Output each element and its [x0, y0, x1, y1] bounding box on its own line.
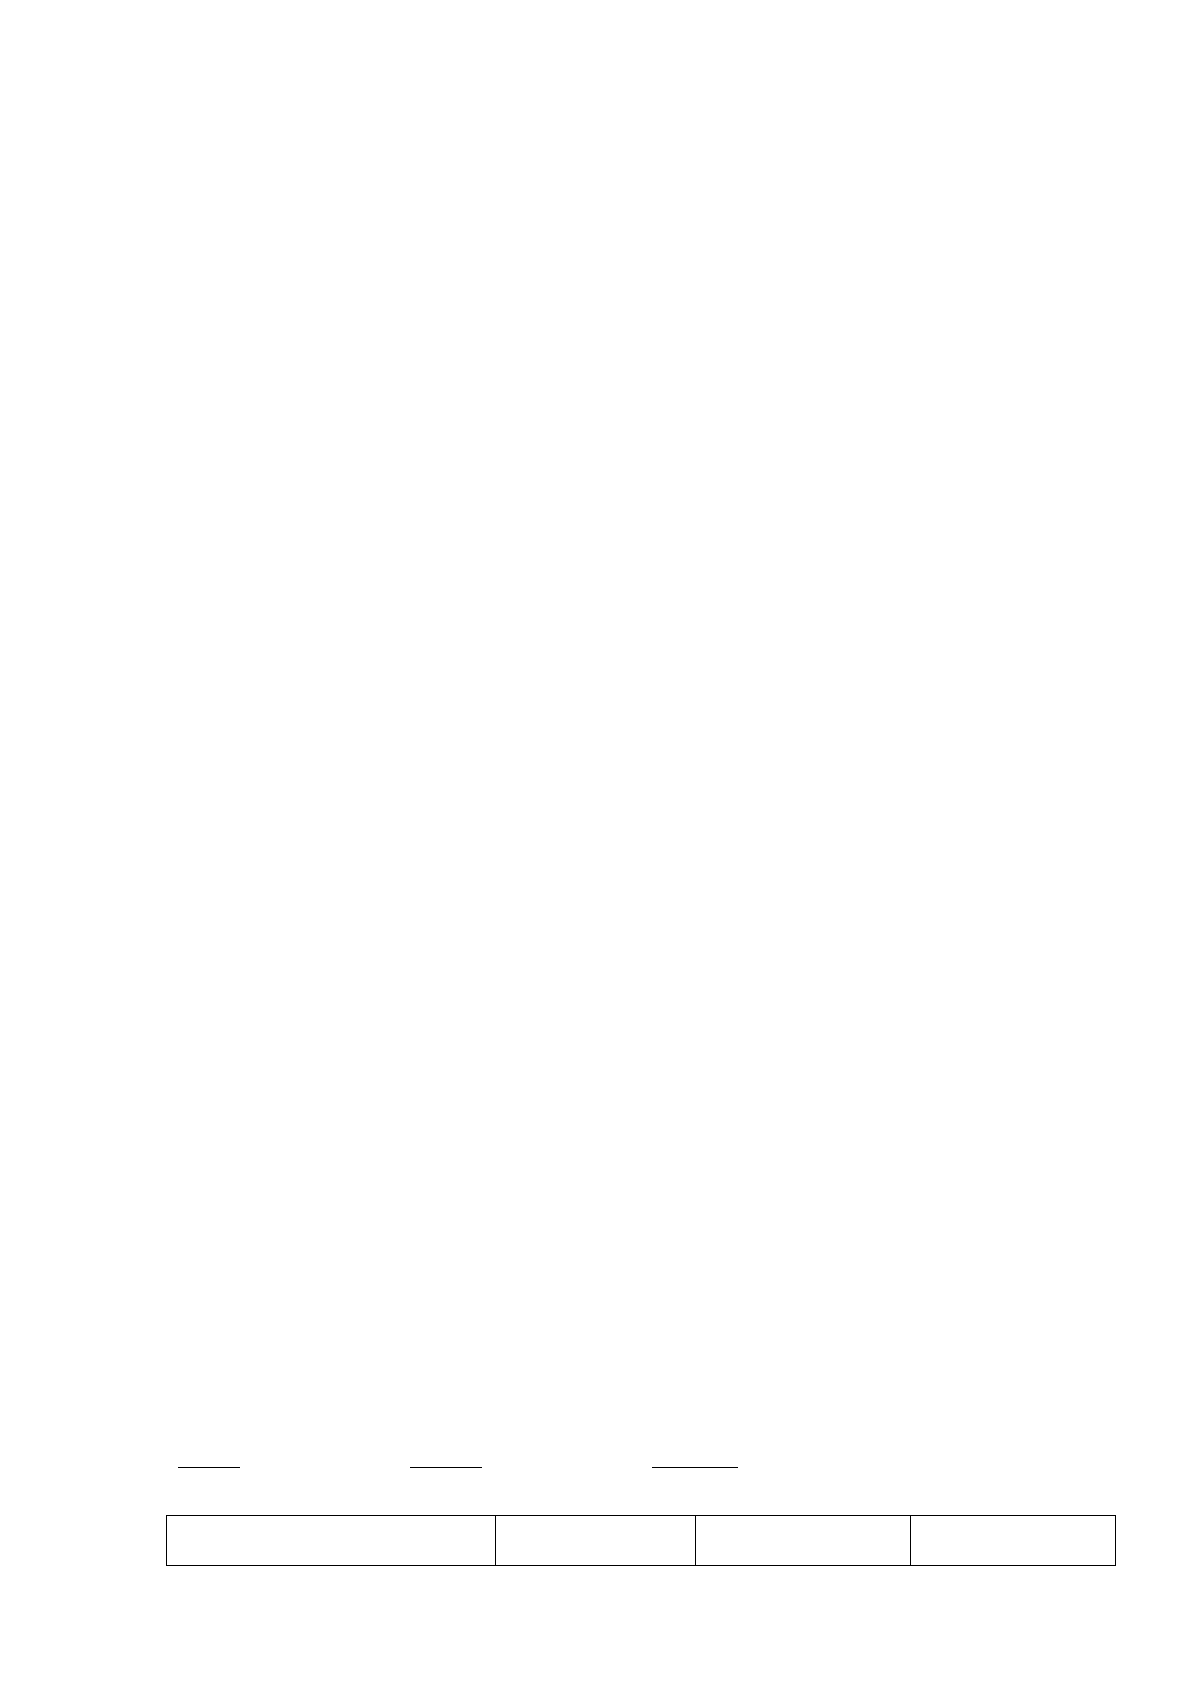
number-field [404, 1448, 482, 1474]
bottom-header-ok [496, 1516, 696, 1566]
bottom-header-table [166, 1515, 1116, 1566]
number-blank[interactable] [410, 1449, 482, 1468]
litera-blank[interactable] [178, 1449, 240, 1468]
top-yes-row [166, 125, 1115, 187]
form-footer [172, 1448, 1117, 1482]
year-blank[interactable] [652, 1449, 738, 1468]
year-field [646, 1448, 738, 1474]
main-form-table [166, 125, 1115, 187]
bottom-header-broken [696, 1516, 911, 1566]
bottom-header-absent [911, 1516, 1116, 1566]
litera-field [172, 1448, 240, 1474]
bottom-header-kind [167, 1516, 496, 1566]
